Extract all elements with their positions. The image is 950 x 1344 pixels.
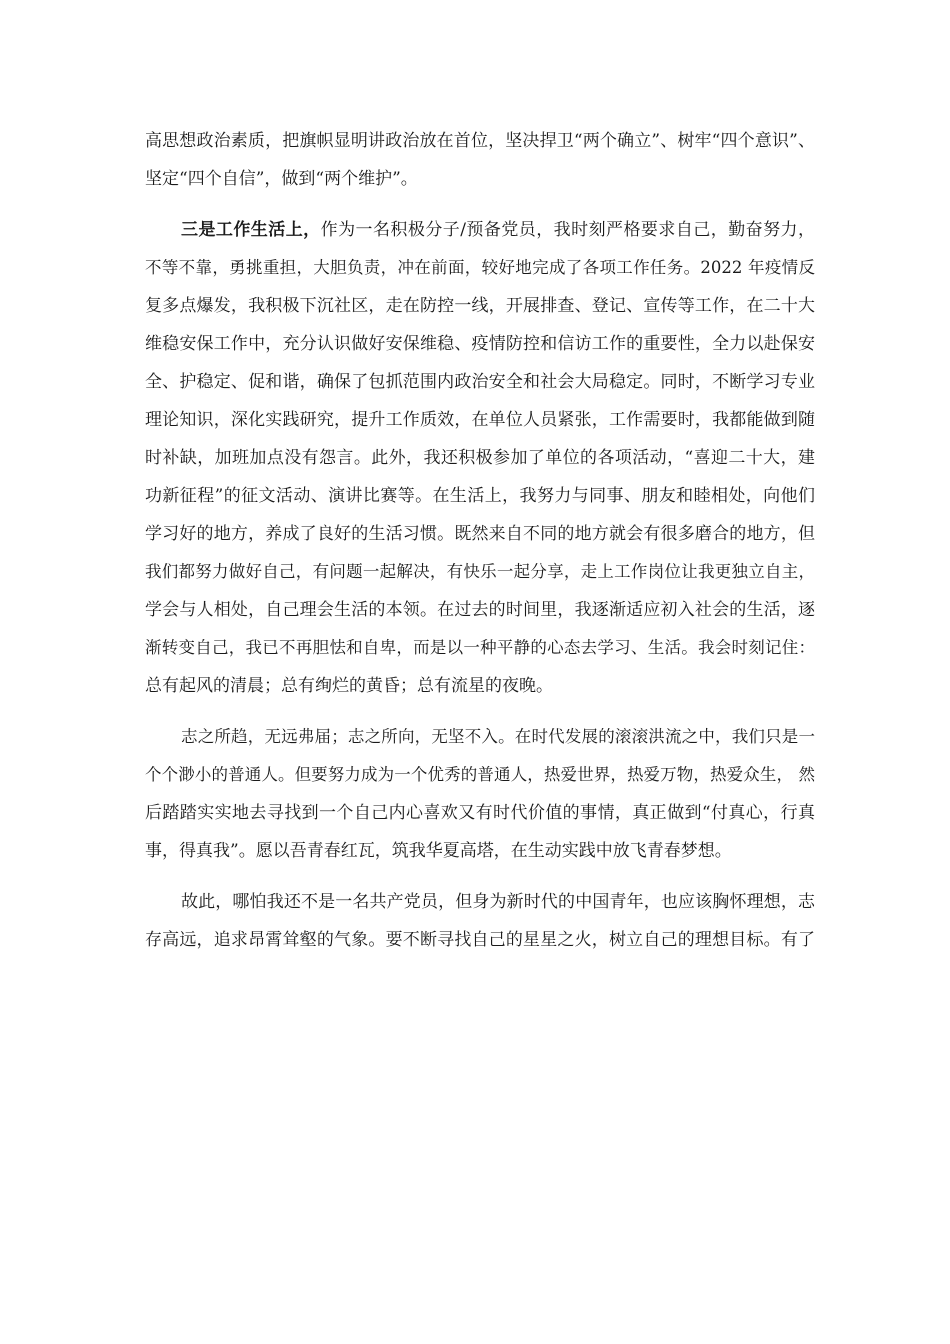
paragraph-political-quality (145, 122, 815, 198)
text-line: 全、护稳定、促和谐，确保了包抓范围内政治安全和社会大局稳定。同时，不断学习专业 (145, 372, 815, 392)
text-line: 学习好的地方，养成了良好的生活习惯。既然来自不同的地方就会有很多磨合的地方，但 (145, 524, 815, 544)
document-body (145, 122, 815, 972)
text-line: 时补缺，加班加点没有怨言。此外，我还积极参加了单位的各项活动，“喜迎二十大，建 (145, 448, 815, 468)
text-line: 维稳安保工作中，充分认识做好安保维稳、疫情防控和信访工作的重要性，全力以赴保安 (145, 334, 815, 354)
paragraph-aspiration (145, 718, 815, 870)
text-line: 功新征程”的征文活动、演讲比赛等。在生活上，我努力与同事、朋友和睦相处，向他们 (145, 486, 815, 506)
paragraph-conclusion (145, 883, 815, 959)
text-line: 存高远，追求昂霄耸壑的气象。要不断寻找自己的星星之火，树立自己的理想目标。有了 (145, 930, 815, 950)
text-line: 总有起风的清晨；总有绚烂的黄昏；总有流星的夜晚。 (145, 676, 553, 696)
text-line: 不等不靠，勇挑重担，大胆负责，冲在前面，较好地完成了各项工作任务。2022 年疫情反 (145, 258, 815, 277)
section-lead-heading: 三是工作生活上， (181, 220, 321, 240)
text-line: 故此，哪怕我还不是一名共产党员，但身为新时代的中国青年，也应该胸怀理想，志 (181, 892, 815, 912)
text-line: 志之所趋，无远弗届；志之所向，无坚不入。在时代发展的滚滚洪流之中，我们只是一 (181, 727, 815, 746)
text-fragment: 作为一名积极分子/预备党员，我时刻严格要求自己，勤奋努力， (320, 220, 816, 240)
paragraph-work-life (145, 211, 815, 705)
text-line: 渐转变自己，我已不再胆怯和自卑，而是以一种平静的心态去学习、生活。我会时刻记住： (145, 638, 815, 657)
text-line: 理论知识，深化实践研究，提升工作质效，在单位人员紧张，工作需要时，我都能做到随 (145, 410, 815, 430)
text-line: 复多点爆发，我积极下沉社区，走在防控一线，开展排查、登记、宣传等工作，在二十大 (145, 296, 815, 316)
text-line: 坚定“四个自信”，做到“两个维护”。 (145, 169, 418, 189)
text-line (145, 211, 815, 249)
text-line: 事，得真我”。愿以吾青春红瓦，筑我华夏高塔，在生动实践中放飞青春梦想。 (145, 841, 732, 861)
text-line: 个个渺小的普通人。但要努力成为一个优秀的普通人，热爱世界，热爱万物，热爱众生， 然 (145, 765, 815, 784)
text-line: 我们都努力做好自己，有问题一起解决，有快乐一起分享，走上工作岗位让我更独立自主， (145, 562, 815, 581)
text-line: 后踏踏实实地去寻找到一个自己内心喜欢又有时代价值的事情，真正做到“付真心，行真 (145, 803, 815, 823)
text-line: 高思想政治素质，把旗帜显明讲政治放在首位，坚决捍卫“两个确立”、树牢“四个意识”、 (145, 131, 815, 151)
text-line: 学会与人相处，自己理会生活的本领。在过去的时间里，我逐渐适应初入社会的生活，逐 (145, 600, 815, 620)
